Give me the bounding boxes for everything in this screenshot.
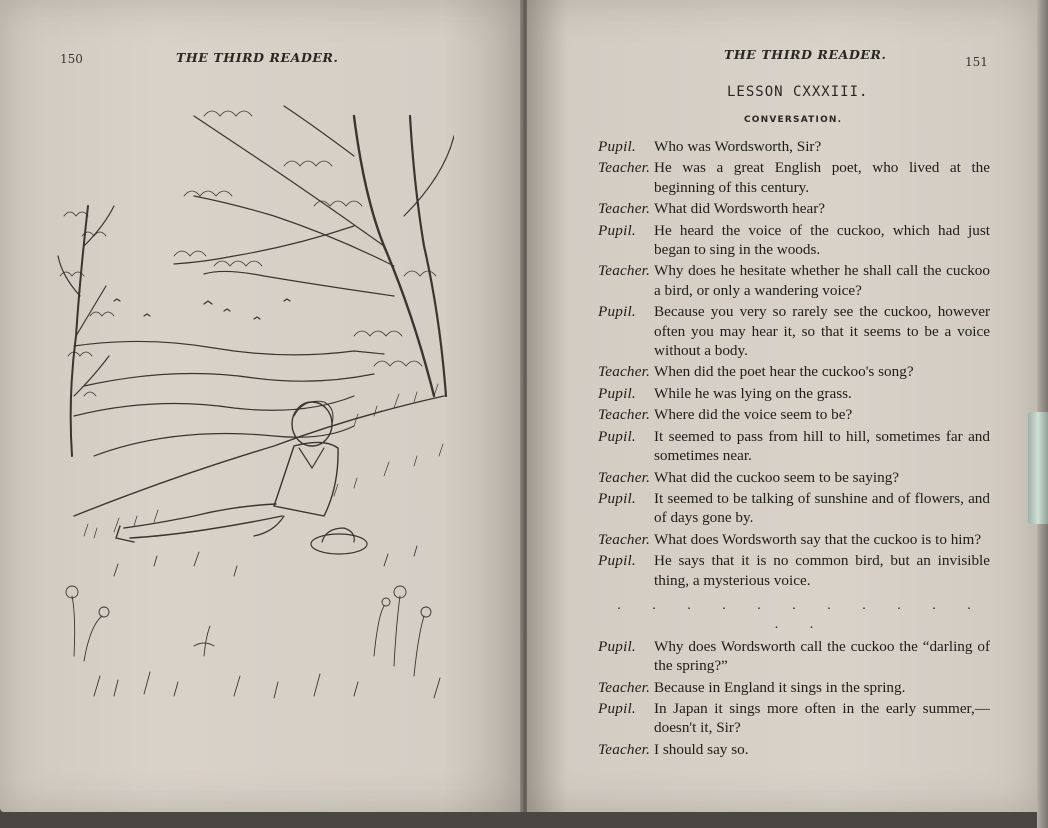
- speaker-label: Teacher.: [598, 678, 651, 696]
- boy-lying-in-meadow-illustration: [54, 96, 454, 708]
- dialogue-line: [598, 302, 990, 360]
- dialogue-text: Because in England it sings in the spring.: [654, 678, 906, 696]
- dialogue-text: While he was lying on the grass.: [654, 384, 852, 402]
- dialogue-text: Where did the voice seem to be?: [654, 406, 853, 424]
- dialogue-text: What did Wordsworth hear?: [654, 200, 825, 218]
- dialogue-text: It seemed to be talking of sunshine and of flowers, and of days gone by.: [654, 489, 990, 527]
- dialogue-line: [598, 221, 990, 260]
- speaker-label: Teacher.: [598, 159, 651, 177]
- dialogue-line: [598, 427, 990, 466]
- right-running-head: THE THIRD READER.: [724, 47, 887, 62]
- dialogue-text: I should say so.: [654, 740, 749, 758]
- dialogue-line: [598, 261, 990, 300]
- dialogue-text: Why does he hesitate whether he shall call the cuckoo a bird, or only a wandering voice?: [654, 262, 990, 299]
- dialogue-part-2: [598, 637, 990, 759]
- ellipsis-separator: . . . . . . . . . . . . .: [617, 597, 985, 633]
- speaker-label: Pupil.: [598, 138, 636, 155]
- dialogue-line: [598, 551, 990, 590]
- speaker-label: Pupil.: [598, 637, 636, 655]
- speaker-label: Teacher.: [598, 530, 651, 548]
- dialogue-line: [598, 199, 990, 218]
- dialogue-line: [598, 405, 990, 424]
- dialogue-line: [598, 158, 990, 197]
- dialogue-text: He says that it is no common bird, but an invisible thing, a mysterious voice.: [654, 552, 990, 589]
- dialogue-line: [598, 489, 990, 528]
- speaker-label: Pupil.: [598, 303, 636, 321]
- dialogue-part-1: [598, 137, 990, 590]
- speaker-label: Teacher.: [598, 406, 651, 424]
- dialogue-text: What did the cuckoo seem to be saying?: [654, 468, 900, 486]
- dialogue-text: When did the poet hear the cuckoo's song?: [654, 363, 914, 381]
- dialogue-text: What does Wordsworth say that the cuckoo is to him?: [654, 530, 982, 548]
- speaker-label: Teacher.: [598, 200, 651, 218]
- dialogue-line: [598, 699, 990, 738]
- dialogue-text: He heard the voice of the cuckoo, which had just began to sing in the woods.: [654, 221, 990, 259]
- lesson-title: LESSON CXXXIII.: [727, 84, 869, 100]
- speaker-label: Pupil.: [598, 552, 636, 570]
- speaker-label: Pupil.: [598, 427, 636, 445]
- dialogue-line: [598, 384, 990, 403]
- speaker-label: Teacher.: [598, 363, 651, 381]
- dialogue-text: Why does Wordsworth call the cuckoo the “darling of the spring?”: [654, 637, 990, 675]
- dialogue-text: Who was Wordsworth, Sir?: [654, 138, 822, 155]
- dialogue: [598, 137, 990, 761]
- dialogue-text: He was a great English poet, who lived at the beginning of this century.: [654, 159, 990, 196]
- dialogue-line: [598, 740, 990, 759]
- right-page-number: 151: [965, 55, 988, 69]
- lesson-subtitle: CONVERSATION.: [744, 115, 843, 125]
- dialogue-line: [598, 468, 990, 487]
- speaker-label: Pupil.: [598, 221, 636, 239]
- speaker-label: Teacher.: [598, 740, 651, 758]
- bookmark-tab: [1028, 412, 1048, 524]
- dialogue-text: In Japan it sings more often in the early summer,—doesn't it, Sir?: [654, 699, 990, 737]
- speaker-label: Pupil.: [598, 699, 636, 717]
- left-page-number: 150: [60, 52, 83, 66]
- dialogue-line: [598, 678, 990, 697]
- speaker-label: Pupil.: [598, 489, 636, 507]
- left-page: [0, 0, 522, 812]
- speaker-label: Pupil.: [598, 384, 636, 402]
- dialogue-text: It seemed to pass from hill to hill, sometimes far and sometimes near.: [654, 427, 990, 465]
- speaker-label: Teacher.: [598, 468, 651, 486]
- left-running-head: THE THIRD READER.: [176, 50, 339, 65]
- dialogue-line: [598, 530, 990, 549]
- dialogue-line: [598, 362, 990, 381]
- speaker-label: Teacher.: [598, 262, 651, 280]
- dialogue-text: Because you very so rarely see the cuckoo, however often you may hear it, so that it seems to be a voice without a body.: [654, 303, 990, 360]
- dialogue-line: [598, 137, 990, 156]
- dialogue-line: [598, 637, 990, 676]
